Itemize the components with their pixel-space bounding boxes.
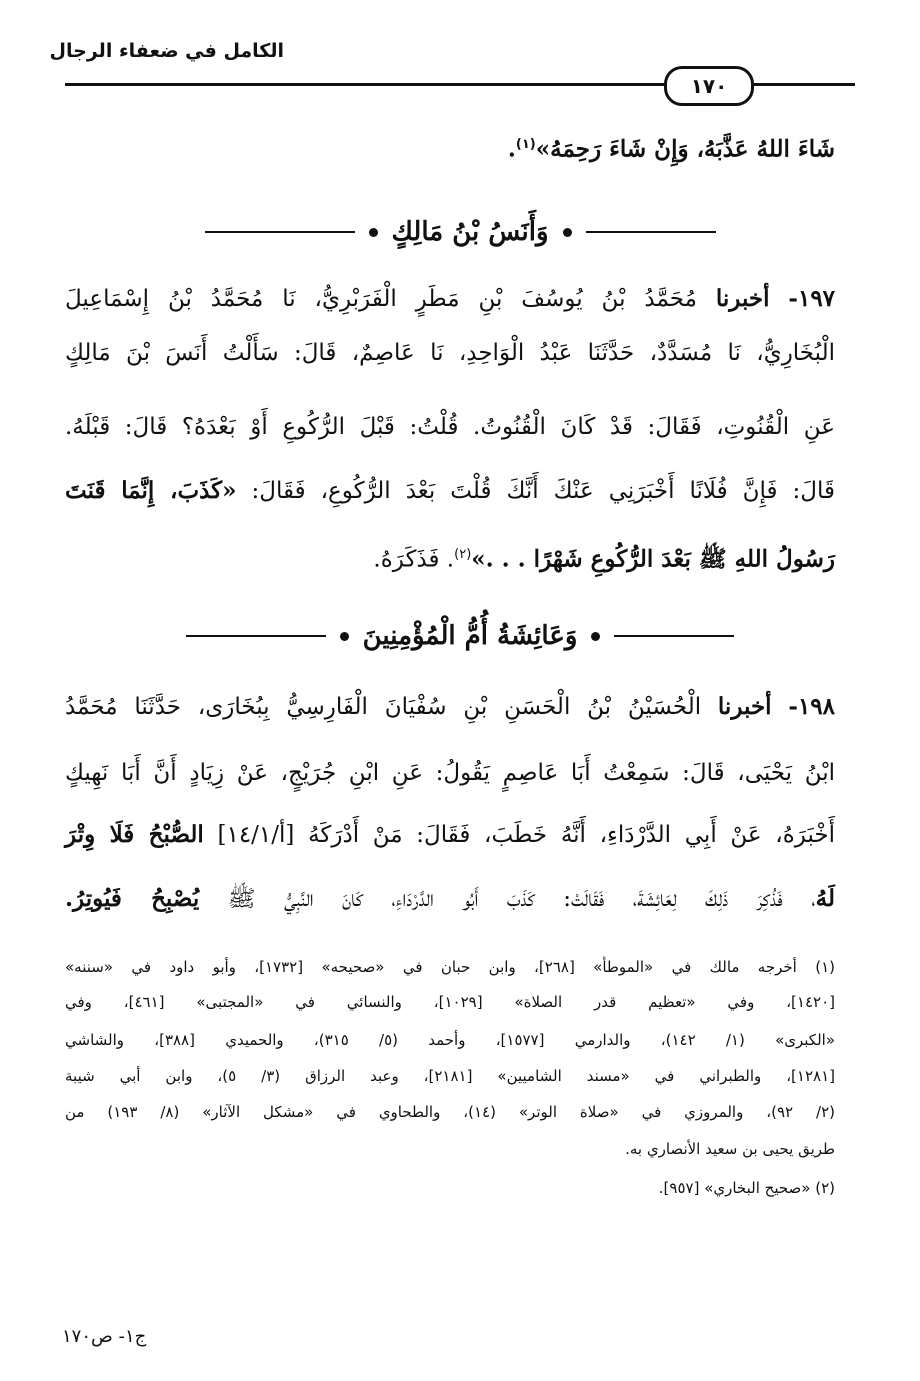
hadith-text: الْحُسَيْنُ بْنُ الْحَسَنِ بْنِ سُفْيَانَ الْفَارِسِيُّ بِبُخَارَى، حَدَّثَنَا مُحَمَّدُ	[65, 694, 702, 720]
bullet-dot	[369, 228, 378, 237]
heading-rule-left	[186, 635, 326, 637]
section-heading-aisha	[65, 616, 855, 656]
footnote-1-line-2: [١٤٢٠]، وفي «تعظيم قدر الصلاة» [١٠٢٩]، والنسائي في «المجتبى» [٤٦١]، وفي	[65, 993, 835, 1011]
intro-text: شَاءَ اللهُ عَذَّبَهُ، وَإِنْ شَاءَ رَحِمَهُ»	[535, 135, 835, 163]
page-reference: ج١- ص١٧٠	[62, 1326, 147, 1347]
hadith-198-line-4	[65, 876, 835, 922]
hadith-number: ١٩٧-	[788, 285, 836, 312]
heading-rule-right	[586, 231, 716, 233]
intro-line	[65, 122, 835, 168]
book-title: الكامل في ضعفاء الرجال	[49, 40, 284, 62]
hadith-text: ، فَذُكِرَ ذَلِكَ لِعَائِشَةَ، فَقَالَتْ: كَذَبَ أَبُو الدَّرْدَاءِ، كَانَ النَّبِيُّ ﷺ	[227, 886, 816, 912]
hadith-label: أخبرنا	[717, 693, 772, 720]
section-heading-anas	[65, 212, 855, 252]
hadith-198-line-2: ابْنُ يَحْيَى، قَالَ: سَمِعْتُ أَبَا عَاصِمٍ يَقُولُ: عَنِ ابْنِ جُرَيْجٍ، عَنْ زِيَادٍ أَنَّ أَبَا نَهِيكٍ	[65, 760, 835, 786]
hadith-text: أَخْبَرَهُ، عَنْ أَبِي الدَّرْدَاءِ، أَنَّهُ خَطَبَ، فَقَالَ: مَنْ أَدْرَكَهُ [أ/١٤/١]	[217, 822, 836, 848]
bullet-dot	[591, 632, 600, 641]
footnote-ref-2: (٢)	[454, 547, 472, 562]
heading-rule-right	[614, 635, 734, 637]
hadith-text: . فَذَكَرَهُ.	[373, 546, 455, 573]
footnote-1-line-4: [١٢٨١]، والطبراني في «مسند الشاميين» [٢١٨١]، وعبد الرزاق (٣/ ٥)، وابن أبي شيبة	[65, 1067, 835, 1085]
section-heading-text: وَأَنَسُ بْنُ مَالِكٍ	[391, 217, 549, 247]
page-number: ١٧٠	[690, 74, 728, 98]
heading-rule-left	[205, 231, 355, 233]
bullet-dot	[563, 228, 572, 237]
footnote-2-line-1: (٢) «صحيح البخاري» [٩٥٧].	[658, 1179, 835, 1197]
hadith-quote: الصُّبْحُ فَلَا وِتْرَ	[65, 821, 204, 848]
hadith-197-line-5	[65, 532, 835, 578]
hadith-number: ١٩٨-	[788, 693, 836, 720]
footnote-1-line-6: طريق يحيى بن سعيد الأنصاري به.	[625, 1140, 835, 1158]
hadith-197-line-2: الْبُخَارِيُّ، نَا مُسَدَّدٌ، حَدَّثَنَا عَبْدُ الْوَاحِدِ، نَا عَاصِمٌ، قَالَ: سَأَلْتُ أَنَسَ بْنَ مَالِكٍ	[65, 340, 835, 366]
hadith-198-line-1	[65, 684, 835, 730]
hadith-quote: «كَذَبَ، إِنَّمَا قَنَتَ	[65, 477, 237, 504]
page-number-badge	[664, 66, 754, 106]
hadith-197-line-1	[65, 276, 835, 322]
bullet-dot	[340, 632, 349, 641]
hadith-197-line-4	[65, 468, 835, 514]
hadith-197-line-3: عَنِ الْقُنُوتِ، فَقَالَ: قَدْ كَانَ الْقُنُوتُ. قُلْتُ: قَبْلَ الرُّكُوعِ أَوْ بَعْدَهُ؟ قَالَ: قَبْلَهُ.	[65, 414, 835, 440]
footnote-1-line-5: (٢/ ٩٢)، والمروزي في «صلاة الوتر» (١٤)، والطحاوي في «مشكل الآثار» (٨/ ١٩٣) من	[65, 1103, 835, 1121]
hadith-quote: رَسُولُ اللهِ ﷺ بَعْدَ الرُّكُوعِ شَهْرًا . . .»	[471, 545, 835, 573]
hadith-198-line-3	[65, 812, 835, 858]
hadith-text: مُحَمَّدُ بْنُ يُوسُفَ بْنِ مَطَرٍ الْفَرَبْرِيُّ، نَا مُحَمَّدُ بْنُ إِسْمَاعِيلَ	[65, 286, 697, 312]
footnote-1-line-1: (١) أخرجه مالك في «الموطأ» [٢٦٨]، وابن حبان في «صحيحه» [١٧٣٢]، وأبو داود في «سننه»	[65, 958, 835, 976]
hadith-quote: يُصْبِحُ فَيُوتِرُ.	[65, 885, 200, 912]
footnote-1-line-3: «الكبرى» (١/ ١٤٢)، والدارمي [١٥٧٧]، وأحمد (٥/ ٣١٥)، والحميدي [٣٨٨]، والشاشي	[65, 1031, 835, 1049]
hadith-text: قَالَ: فَإِنَّ فُلَانًا أَخْبَرَنِي عَنْكَ أَنَّكَ قُلْتَ بَعْدَ الرُّكُوعِ، فَقَالَ:	[251, 478, 836, 504]
hadith-quote: لَهُ	[815, 885, 836, 912]
section-heading-text: وَعَائِشَةُ أُمُّ الْمُؤْمِنِينَ	[362, 621, 578, 651]
intro-end: .	[507, 135, 516, 163]
footnote-ref-1: (١)	[515, 137, 536, 152]
hadith-label: أخبرنا	[715, 285, 770, 312]
